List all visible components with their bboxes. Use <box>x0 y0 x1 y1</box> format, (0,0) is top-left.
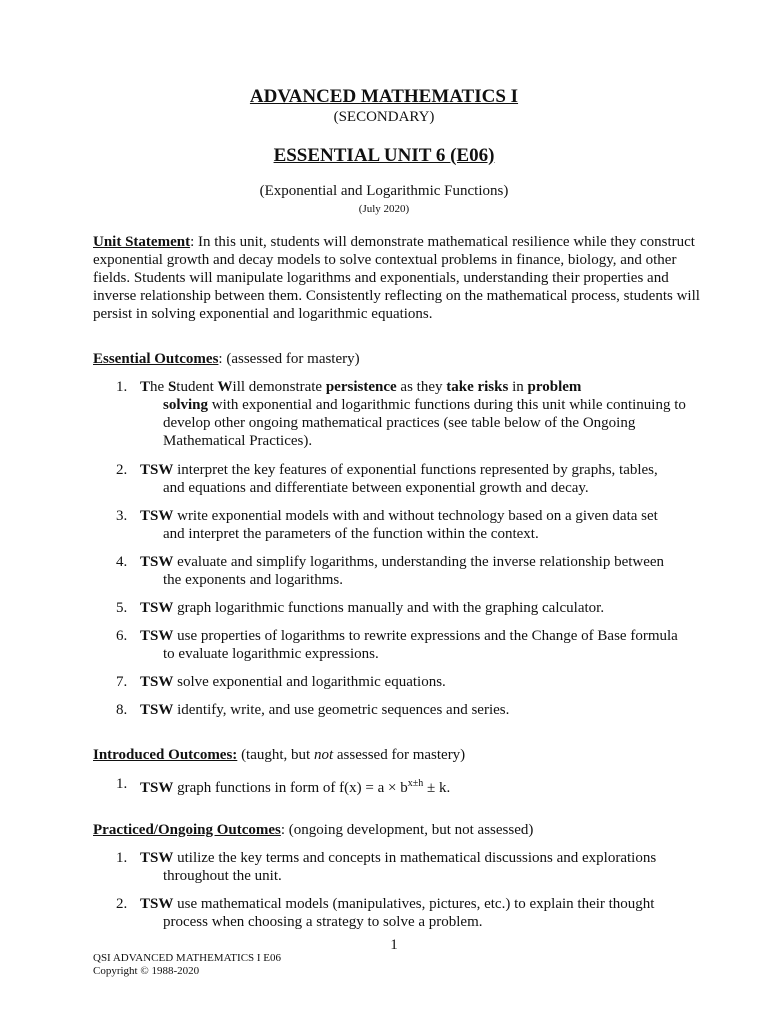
item-number: 5. <box>116 600 128 616</box>
tsw-label: TSW <box>140 462 174 478</box>
item-text: tudent <box>176 379 218 395</box>
essential-outcomes-label: Essential Outcomes <box>93 351 219 367</box>
unit-statement <box>93 233 708 323</box>
acronym-letter: W <box>217 379 233 395</box>
tsw-label: TSW <box>140 628 174 644</box>
keyword: problem <box>527 379 582 395</box>
item-text: he <box>150 379 168 395</box>
item-text: as they <box>396 379 447 395</box>
item-first-line <box>140 775 450 797</box>
keyword: solving <box>163 397 209 413</box>
item-first-line <box>140 895 654 913</box>
tsw-label: TSW <box>140 896 174 912</box>
item-text: use mathematical models (manipulatives, pictures, etc.) to explain their thought <box>173 896 655 912</box>
item-continuation: and interpret the parameters of the function within the context. <box>163 526 539 542</box>
tsw-label: TSW <box>140 702 174 718</box>
item-continuation: throughout the unit. <box>163 868 282 884</box>
item-first-line <box>140 378 581 396</box>
item-number: 1. <box>116 850 128 866</box>
item-number: 7. <box>116 674 128 690</box>
keyword: persistence <box>325 379 397 395</box>
item-first-line <box>140 673 446 691</box>
footer-copyright: Copyright © 1988-2020 <box>93 965 200 977</box>
essential-outcomes-heading <box>93 350 708 368</box>
unit-statement-label: Unit Statement <box>93 234 191 250</box>
introduced-outcomes-note-emphasis: not <box>313 747 334 763</box>
item-text: use properties of logarithms to rewrite expressions and the Change of Base formula <box>173 628 678 644</box>
item-text: solve exponential and logarithmic equations. <box>173 674 446 690</box>
introduced-outcomes-note: assessed for mastery) <box>333 747 466 763</box>
item-number: 8. <box>116 702 128 718</box>
item-text: graph functions in form of f(x) = a × b <box>173 780 408 796</box>
acronym-letter: T <box>140 379 151 395</box>
page-footer <box>93 952 281 978</box>
keyword: take risks <box>446 379 509 395</box>
item-continuation: process when choosing a strategy to solve a problem. <box>163 914 483 930</box>
item-number: 1. <box>116 776 128 792</box>
item-text: graph logarithmic functions manually and with the graphing calculator. <box>173 600 605 616</box>
item-text: interpret the key features of exponential functions represented by graphs, tables, <box>173 462 658 478</box>
item-first-line <box>140 553 664 571</box>
unit-title: ESSENTIAL UNIT 6 (E06) <box>273 145 495 166</box>
item-first-line <box>140 461 658 479</box>
item-text: in <box>508 379 528 395</box>
introduced-outcomes-heading <box>93 746 708 764</box>
item-first-line <box>140 599 604 617</box>
tsw-label: TSW <box>140 508 174 524</box>
document-subtitle: (SECONDARY) <box>333 109 435 125</box>
item-text: ill demonstrate <box>232 379 326 395</box>
item-first-line <box>140 627 678 645</box>
item-continuation: and equations and differentiate between exponential growth and decay. <box>163 480 589 496</box>
item-text: ± k. <box>423 780 451 796</box>
item-first-line <box>140 507 658 525</box>
practiced-outcomes-heading <box>93 821 708 839</box>
item-text: evaluate and simplify logarithms, understanding the inverse relationship between <box>173 554 665 570</box>
footer-title: QSI ADVANCED MATHEMATICS I E06 <box>93 952 282 964</box>
item-number: 1. <box>116 379 128 395</box>
tsw-label: TSW <box>140 850 174 866</box>
unit-statement-text: : In this unit, students will demonstrate mathematical resilience while they construct exponential growth and decay models to solve contextual problems in finance, biology, and other fields. Students will manipulate logarithms and exponentials, understanding their properties and inverse relationship between them. Consistently reflecting on the mathematical process, students will persist in solving exponential and logarithmic equations. <box>93 234 700 322</box>
item-text: write exponential models with and without technology based on a given data set <box>173 508 658 524</box>
tsw-label: TSW <box>140 600 174 616</box>
item-number: 6. <box>116 628 128 644</box>
item-text: utilize the key terms and concepts in mathematical discussions and explorations <box>173 850 657 866</box>
item-number: 2. <box>116 896 128 912</box>
item-number: 3. <box>116 508 128 524</box>
item-number: 2. <box>116 462 128 478</box>
item-text: identify, write, and use geometric sequences and series. <box>173 702 510 718</box>
introduced-outcomes-label: Introduced Outcomes: <box>93 747 238 763</box>
essential-outcomes-note: : (assessed for mastery) <box>218 351 360 367</box>
introduced-outcomes-note: (taught, but <box>237 747 314 763</box>
practiced-outcomes-label: Practiced/Ongoing Outcomes <box>93 822 281 838</box>
item-continuation: the exponents and logarithms. <box>163 572 343 588</box>
unit-topic: (Exponential and Logarithmic Functions) <box>259 183 509 199</box>
exponent: x±h <box>407 778 424 789</box>
item-continuation: to evaluate logarithmic expressions. <box>163 646 379 662</box>
acronym-letter: S <box>167 379 177 395</box>
unit-date: (July 2020) <box>358 203 410 215</box>
item-continuation <box>163 396 703 450</box>
item-first-line <box>140 849 656 867</box>
document-title: ADVANCED MATHEMATICS I <box>249 86 519 107</box>
tsw-label: TSW <box>140 674 174 690</box>
practiced-outcomes-note: : (ongoing development, but not assessed) <box>280 822 534 838</box>
item-text: with exponential and logarithmic functions during this unit while continuing to develop other ongoing mathematical practices (see table below of the Ongoing Mathematical Practices). <box>163 397 686 449</box>
item-first-line <box>140 701 509 719</box>
page-number: 1 <box>390 937 398 953</box>
item-number: 4. <box>116 554 128 570</box>
tsw-label: TSW <box>140 780 174 796</box>
tsw-label: TSW <box>140 554 174 570</box>
